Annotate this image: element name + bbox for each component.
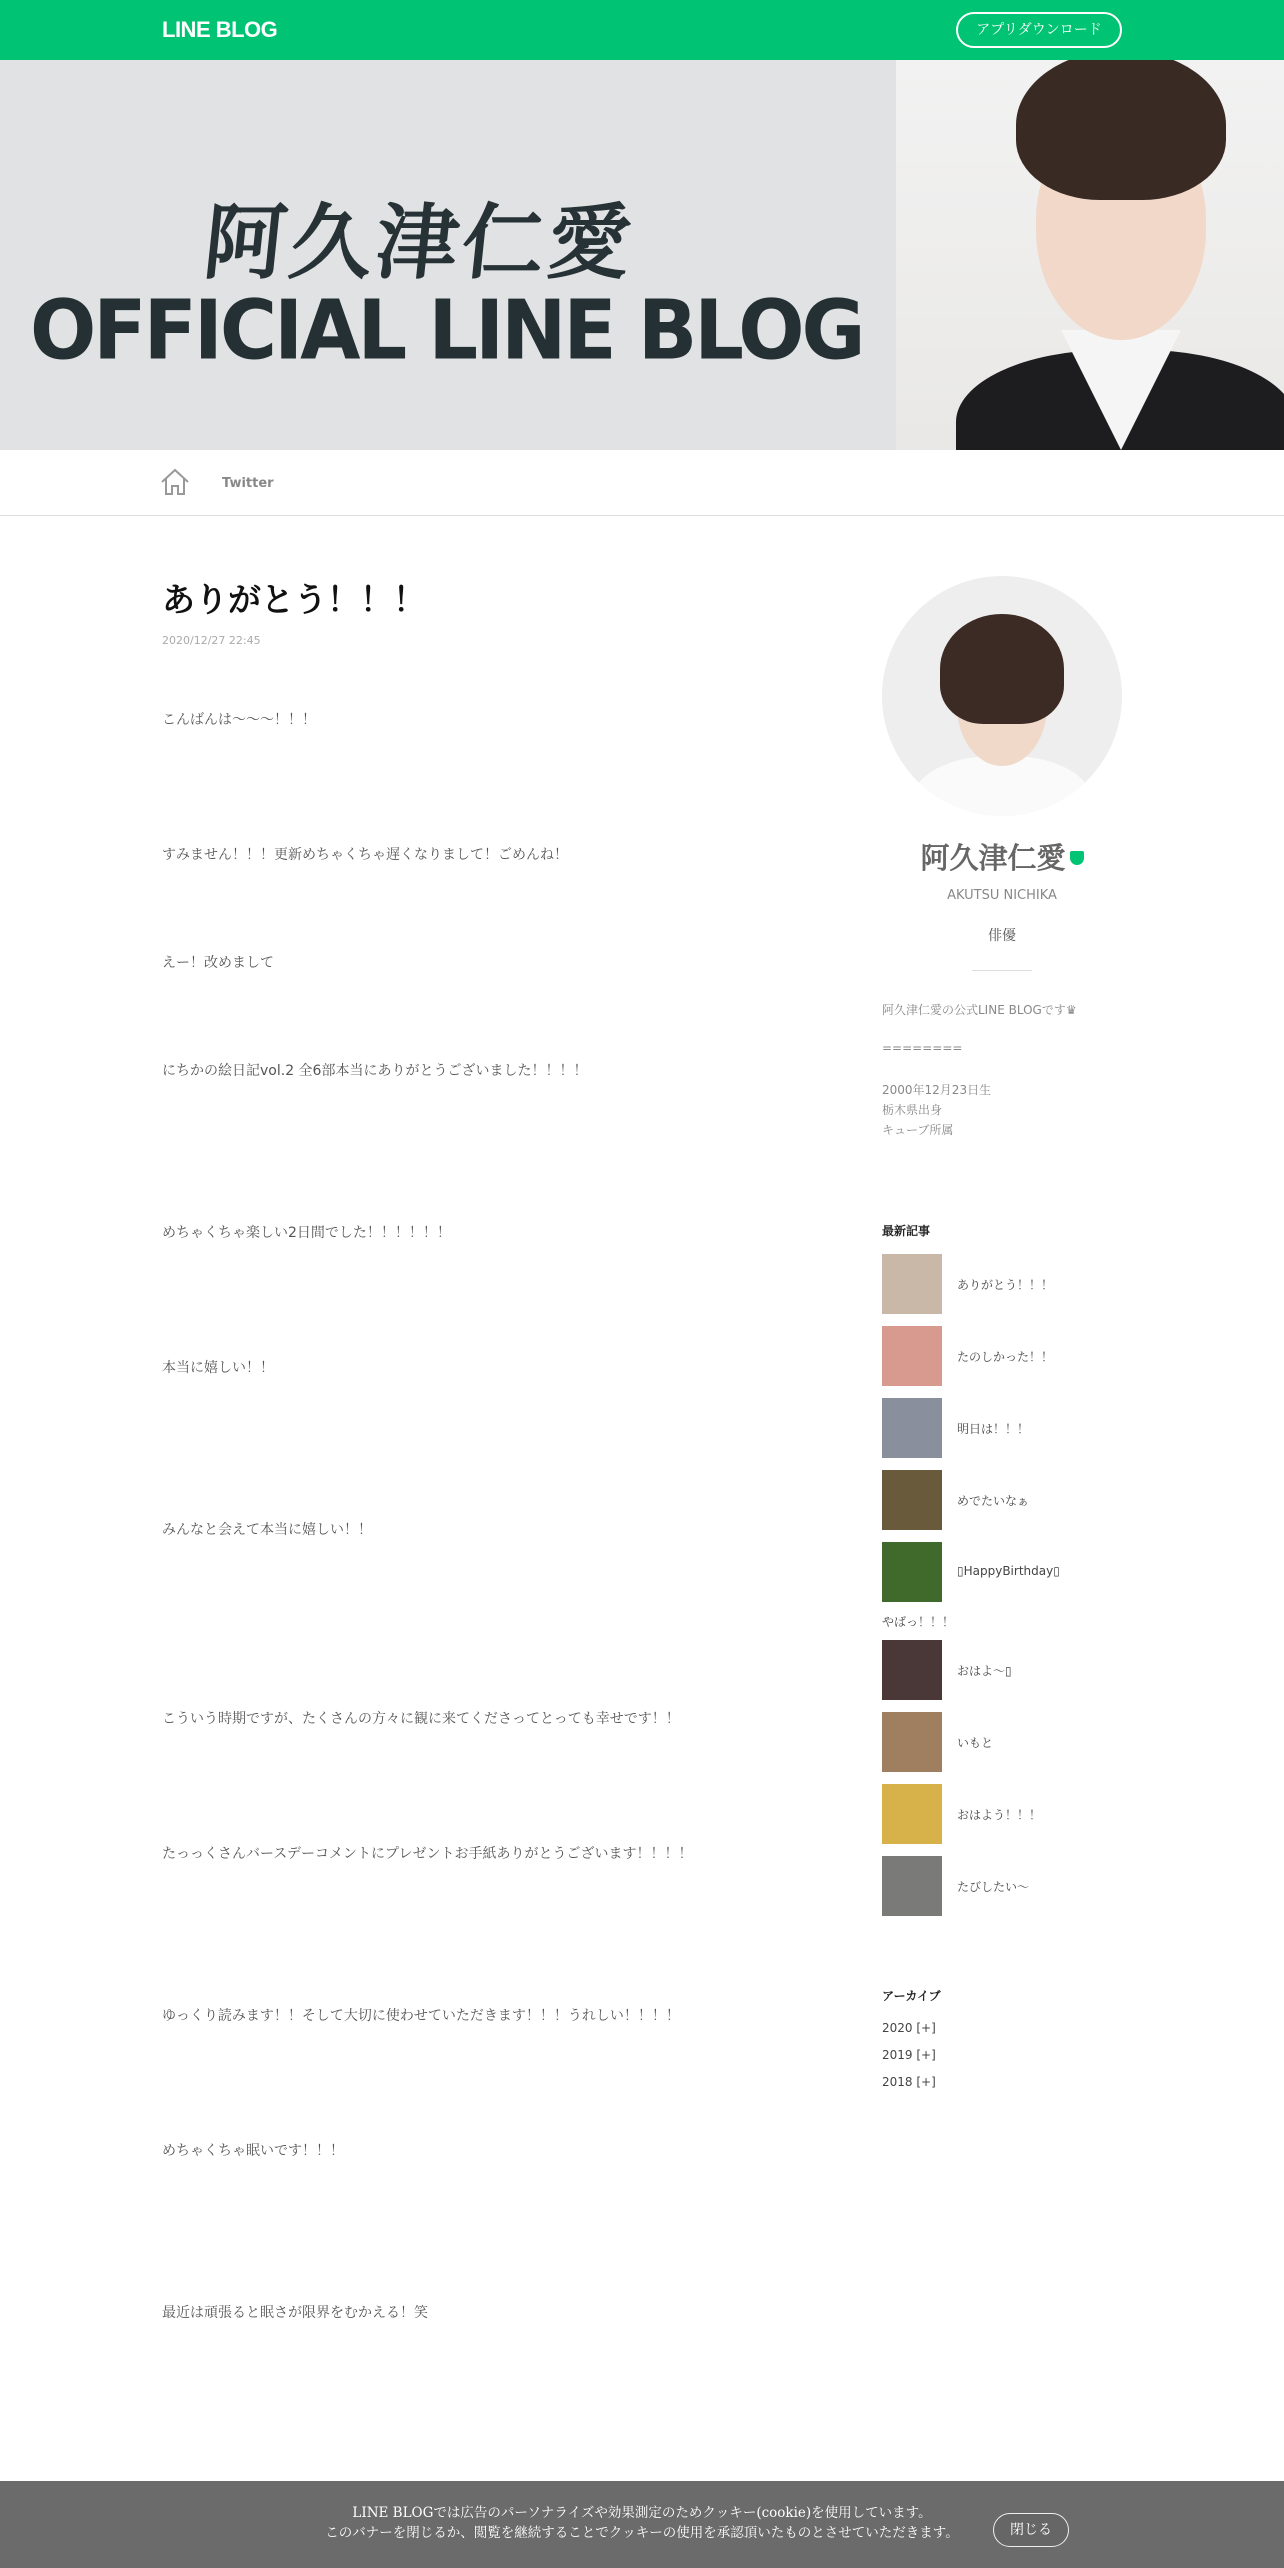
recent-post-title[interactable]: 明日は！！！ <box>957 1422 1030 1436</box>
recent-post-item[interactable] <box>882 1542 1122 1602</box>
article-paragraph: ゆっくり読みます！！そして大切に使わせていただきます！！！うれしい！！！！ <box>162 2008 680 2024</box>
profile-agency: キューブ所属 <box>882 1123 954 1137</box>
archive-year-2020[interactable]: 2020 [+] <box>882 2021 936 2035</box>
recent-post-thumbnail[interactable] <box>882 1640 942 1700</box>
recent-post-thumbnail[interactable] <box>882 1326 942 1386</box>
home-icon[interactable] <box>160 468 190 496</box>
recent-post-thumbnail[interactable] <box>882 1856 942 1916</box>
archive-year-2018[interactable]: 2018 [+] <box>882 2075 936 2089</box>
recent-post-item[interactable] <box>882 1326 1122 1386</box>
recent-post-title[interactable]: おはよう！！！ <box>957 1808 1042 1822</box>
article-title: ありがとう！！！ <box>162 580 426 619</box>
archive-year-2019[interactable]: 2019 [+] <box>882 2048 936 2062</box>
app-download-button[interactable]: アプリダウンロード <box>956 12 1122 48</box>
article-paragraph: にちかの絵日記vol.2 全6部本当にありがとうございました！！！！ <box>162 1063 588 1079</box>
recent-post-item[interactable] <box>882 1712 1122 1772</box>
recent-post-thumbnail[interactable] <box>882 1398 942 1458</box>
cookie-notice-text: LINE BLOGでは広告のパーソナライズや効果測定のためクッキー(cookie)を使用しています。 このバナーを閉じるか、閲覧を継続することでクッキーの使用を承認頂いたものとさせていただきます。 <box>325 2505 959 2541</box>
recent-post-thumbnail[interactable] <box>882 1784 942 1844</box>
banner-title-en: OFFICIAL LINE BLOG <box>30 283 863 379</box>
recent-post-title[interactable]: たのしかった！！ <box>957 1350 1054 1364</box>
profile-description: 阿久津仁愛の公式LINE BLOGです♛ <box>882 1003 1077 1017</box>
blog-nav <box>0 450 1284 516</box>
recent-post-title[interactable]: たびしたい〜 <box>957 1880 1030 1894</box>
banner-portrait-photo <box>896 60 1284 450</box>
cookie-consent-banner <box>0 2481 1284 2568</box>
recent-post-item[interactable] <box>882 1254 1122 1314</box>
article-paragraph: めちゃくちゃ楽しい2日間でした！！！！！！ <box>162 1225 451 1241</box>
top-bar <box>0 0 1284 60</box>
recent-post-title[interactable]: めでたいなぁ <box>957 1494 1030 1508</box>
recent-post-thumbnail[interactable] <box>882 1712 942 1772</box>
profile-hometown: 栃木県出身 <box>882 1103 943 1117</box>
banner-title-jp: 阿久津仁愛 <box>199 195 640 291</box>
article-paragraph: みんなと会えて本当に嬉しい！！ <box>162 1522 372 1538</box>
recent-post-item[interactable] <box>882 1784 1122 1844</box>
profile-job: 俳優 <box>988 928 1016 944</box>
recent-post-thumbnail[interactable] <box>882 1470 942 1530</box>
recent-post-item[interactable] <box>882 1398 1122 1458</box>
article-date: 2020/12/27 22:45 <box>162 634 261 647</box>
recent-post-thumbnail[interactable] <box>882 1542 942 1602</box>
recent-post-title-overflow[interactable]: やばっ！！！ <box>882 1615 955 1629</box>
article-paragraph: 最近は頑張ると眠さが限界をむかえる！笑 <box>162 2305 428 2321</box>
profile-avatar[interactable] <box>882 576 1122 816</box>
cookie-close-button[interactable]: 閉じる <box>993 2513 1069 2547</box>
article-paragraph: こんばんは〜〜〜！！！ <box>162 712 316 728</box>
recent-posts-heading: 最新記事 <box>882 1224 931 1238</box>
recent-post-item[interactable] <box>882 1470 1122 1530</box>
recent-post-title[interactable]: ありがとう！！！ <box>957 1278 1054 1292</box>
recent-post-title[interactable]: いもと <box>957 1736 994 1750</box>
profile-name: 阿久津仁愛 <box>882 836 1122 877</box>
profile-roman-name: AKUTSU NICHIKA <box>947 888 1057 903</box>
official-badge-icon <box>1070 851 1084 865</box>
article-paragraph: すみません！！！更新めちゃくちゃ遅くなりまして！ごめんね！ <box>162 847 568 863</box>
profile-separator-text: ======== <box>882 1041 963 1055</box>
recent-post-item[interactable] <box>882 1856 1122 1916</box>
recent-post-title[interactable]: おはよ〜▯ <box>957 1664 1012 1678</box>
profile-divider <box>972 970 1032 971</box>
recent-post-item[interactable] <box>882 1640 1122 1700</box>
nav-twitter-link[interactable]: Twitter <box>222 476 274 491</box>
archive-heading: アーカイブ <box>882 1989 941 2003</box>
profile-birth: 2000年12月23日生 <box>882 1083 992 1097</box>
line-blog-logo[interactable]: LINE BLOG <box>162 17 278 42</box>
article-paragraph: えー！改めまして <box>162 955 274 971</box>
article-paragraph: めちゃくちゃ眠いです！！！ <box>162 2143 344 2159</box>
recent-post-title[interactable]: ▯HappyBirthday▯ <box>957 1564 1060 1578</box>
article-paragraph: こういう時期ですが、たくさんの方々に観に来てくださってとっても幸せです！！ <box>162 1711 680 1727</box>
article-paragraph: 本当に嬉しい！！ <box>162 1360 274 1376</box>
recent-post-thumbnail[interactable] <box>882 1254 942 1314</box>
blog-banner[interactable] <box>0 60 1284 450</box>
article-paragraph: たっっくさんバースデーコメントにプレゼントお手紙ありがとうございます！！！！ <box>162 1846 693 1862</box>
